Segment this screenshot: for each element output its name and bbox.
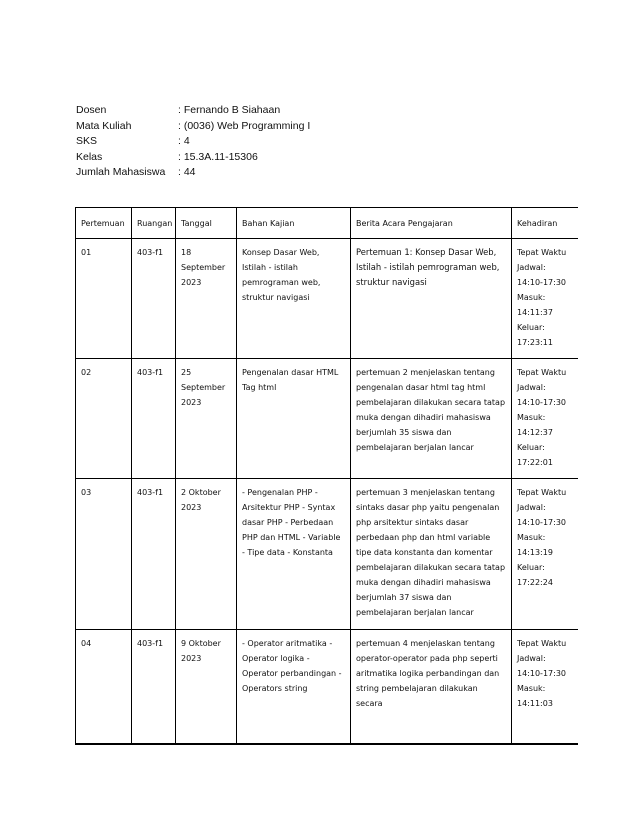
course-info xyxy=(76,103,310,181)
cell-kehadiran: Tepat Waktu Jadwal: 14:10-17:30 Masuk: 14:13:19 Keluar: 17:22:24 xyxy=(512,479,579,630)
cell-tanggal: 2 Oktober 2023 xyxy=(176,479,237,630)
table-header-row xyxy=(76,208,579,239)
cell-tanggal: 18 September 2023 xyxy=(176,239,237,359)
matkul-value: : (0036) Web Programming I xyxy=(178,119,311,132)
cell-kehadiran: Tepat Waktu Jadwal: 14:10-17:30 Masuk: 14:11:37 Keluar: 17:23:11 xyxy=(512,239,579,359)
cell-pertemuan: 02 xyxy=(76,359,132,479)
matkul-label: Mata Kuliah xyxy=(76,119,132,132)
cell-ruangan: 403-f1 xyxy=(132,479,176,630)
dosen-label: Dosen xyxy=(76,104,107,116)
cell-tanggal: 9 Oktober 2023 xyxy=(176,630,237,746)
header-berita-acara: Berita Acara Pengajaran xyxy=(351,208,512,239)
cell-bahan-kajian: Konsep Dasar Web, Istilah - istilah pemrograman web, struktur navigasi xyxy=(237,239,351,359)
jumlah-label: Jumlah Mahasiswa xyxy=(76,166,166,178)
info-row-matkul xyxy=(76,119,310,135)
table-row xyxy=(76,479,579,630)
kelas-label: Kelas xyxy=(76,150,103,163)
info-row-jumlah xyxy=(76,165,310,181)
cell-berita-acara: Pertemuan 1: Konsep Dasar Web, Istilah - istilah pemrograman web, struktur navigasi xyxy=(351,239,512,359)
cell-pertemuan: 04 xyxy=(76,630,132,746)
attendance-table-container xyxy=(75,207,578,745)
cell-pertemuan: 03 xyxy=(76,479,132,630)
cell-kehadiran: Tepat Waktu Jadwal: 14:10-17:30 Masuk: 14:11:03 xyxy=(512,630,579,746)
cell-bahan-kajian: - Pengenalan PHP - Arsitektur PHP - Syntax dasar PHP - Perbedaan PHP dan HTML - Variable - Tipe data - Konstanta xyxy=(237,479,351,630)
header-ruangan: Ruangan xyxy=(132,208,176,239)
header-pertemuan: Pertemuan xyxy=(76,208,132,239)
cell-berita-acara: pertemuan 2 menjelaskan tentang pengenalan dasar html tag html pembelajaran dilakukan secara tatap muka dengan dihadiri mahasiswa berjumlah 35 siswa dan pembelajaran berjalan lancar xyxy=(351,359,512,479)
cell-berita-acara: pertemuan 4 menjelaskan tentang operator-operator pada php seperti aritmatika logika perbandingan dan string pembelajaran dilakukan secara xyxy=(351,630,512,746)
header-bahan-kajian: Bahan Kajian xyxy=(237,208,351,239)
cell-ruangan: 403-f1 xyxy=(132,239,176,359)
info-row-kelas xyxy=(76,150,310,166)
cell-pertemuan: 01 xyxy=(76,239,132,359)
sks-label: SKS xyxy=(76,135,98,147)
dosen-value: : Fernando B Siahaan xyxy=(178,104,281,116)
info-row-sks xyxy=(76,134,310,150)
header-kehadiran: Kehadiran xyxy=(512,208,579,239)
kelas-value: : 15.3A.11-15306 xyxy=(178,150,258,163)
header-tanggal: Tanggal xyxy=(176,208,237,239)
attendance-table xyxy=(75,208,578,745)
cell-bahan-kajian: - Operator aritmatika - Operator logika - Operator perbandingan - Operators string xyxy=(237,630,351,746)
sks-value: : 4 xyxy=(178,135,190,147)
cell-berita-acara: pertemuan 3 menjelaskan tentang sintaks dasar php yaitu pengenalan php arsitektur sintaks dasar perbedaan php dan html variable tipe data konstanta dan komentar pembelajaran dilakukan secara tatap muka dengan dihadiri mahasiswa berjumlah 37 siswa dan pembelajaran berjalan lancar xyxy=(351,479,512,630)
cell-tanggal: 25 September 2023 xyxy=(176,359,237,479)
cell-ruangan: 403-f1 xyxy=(132,359,176,479)
info-row-dosen xyxy=(76,103,310,119)
table-row xyxy=(76,239,579,359)
table-row xyxy=(76,630,579,746)
cell-ruangan: 403-f1 xyxy=(132,630,176,746)
table-row xyxy=(76,359,579,479)
jumlah-value: : 44 xyxy=(178,166,196,178)
cell-bahan-kajian: Pengenalan dasar HTML Tag html xyxy=(237,359,351,479)
cell-kehadiran: Tepat Waktu Jadwal: 14:10-17:30 Masuk: 14:12:37 Keluar: 17:22:01 xyxy=(512,359,579,479)
